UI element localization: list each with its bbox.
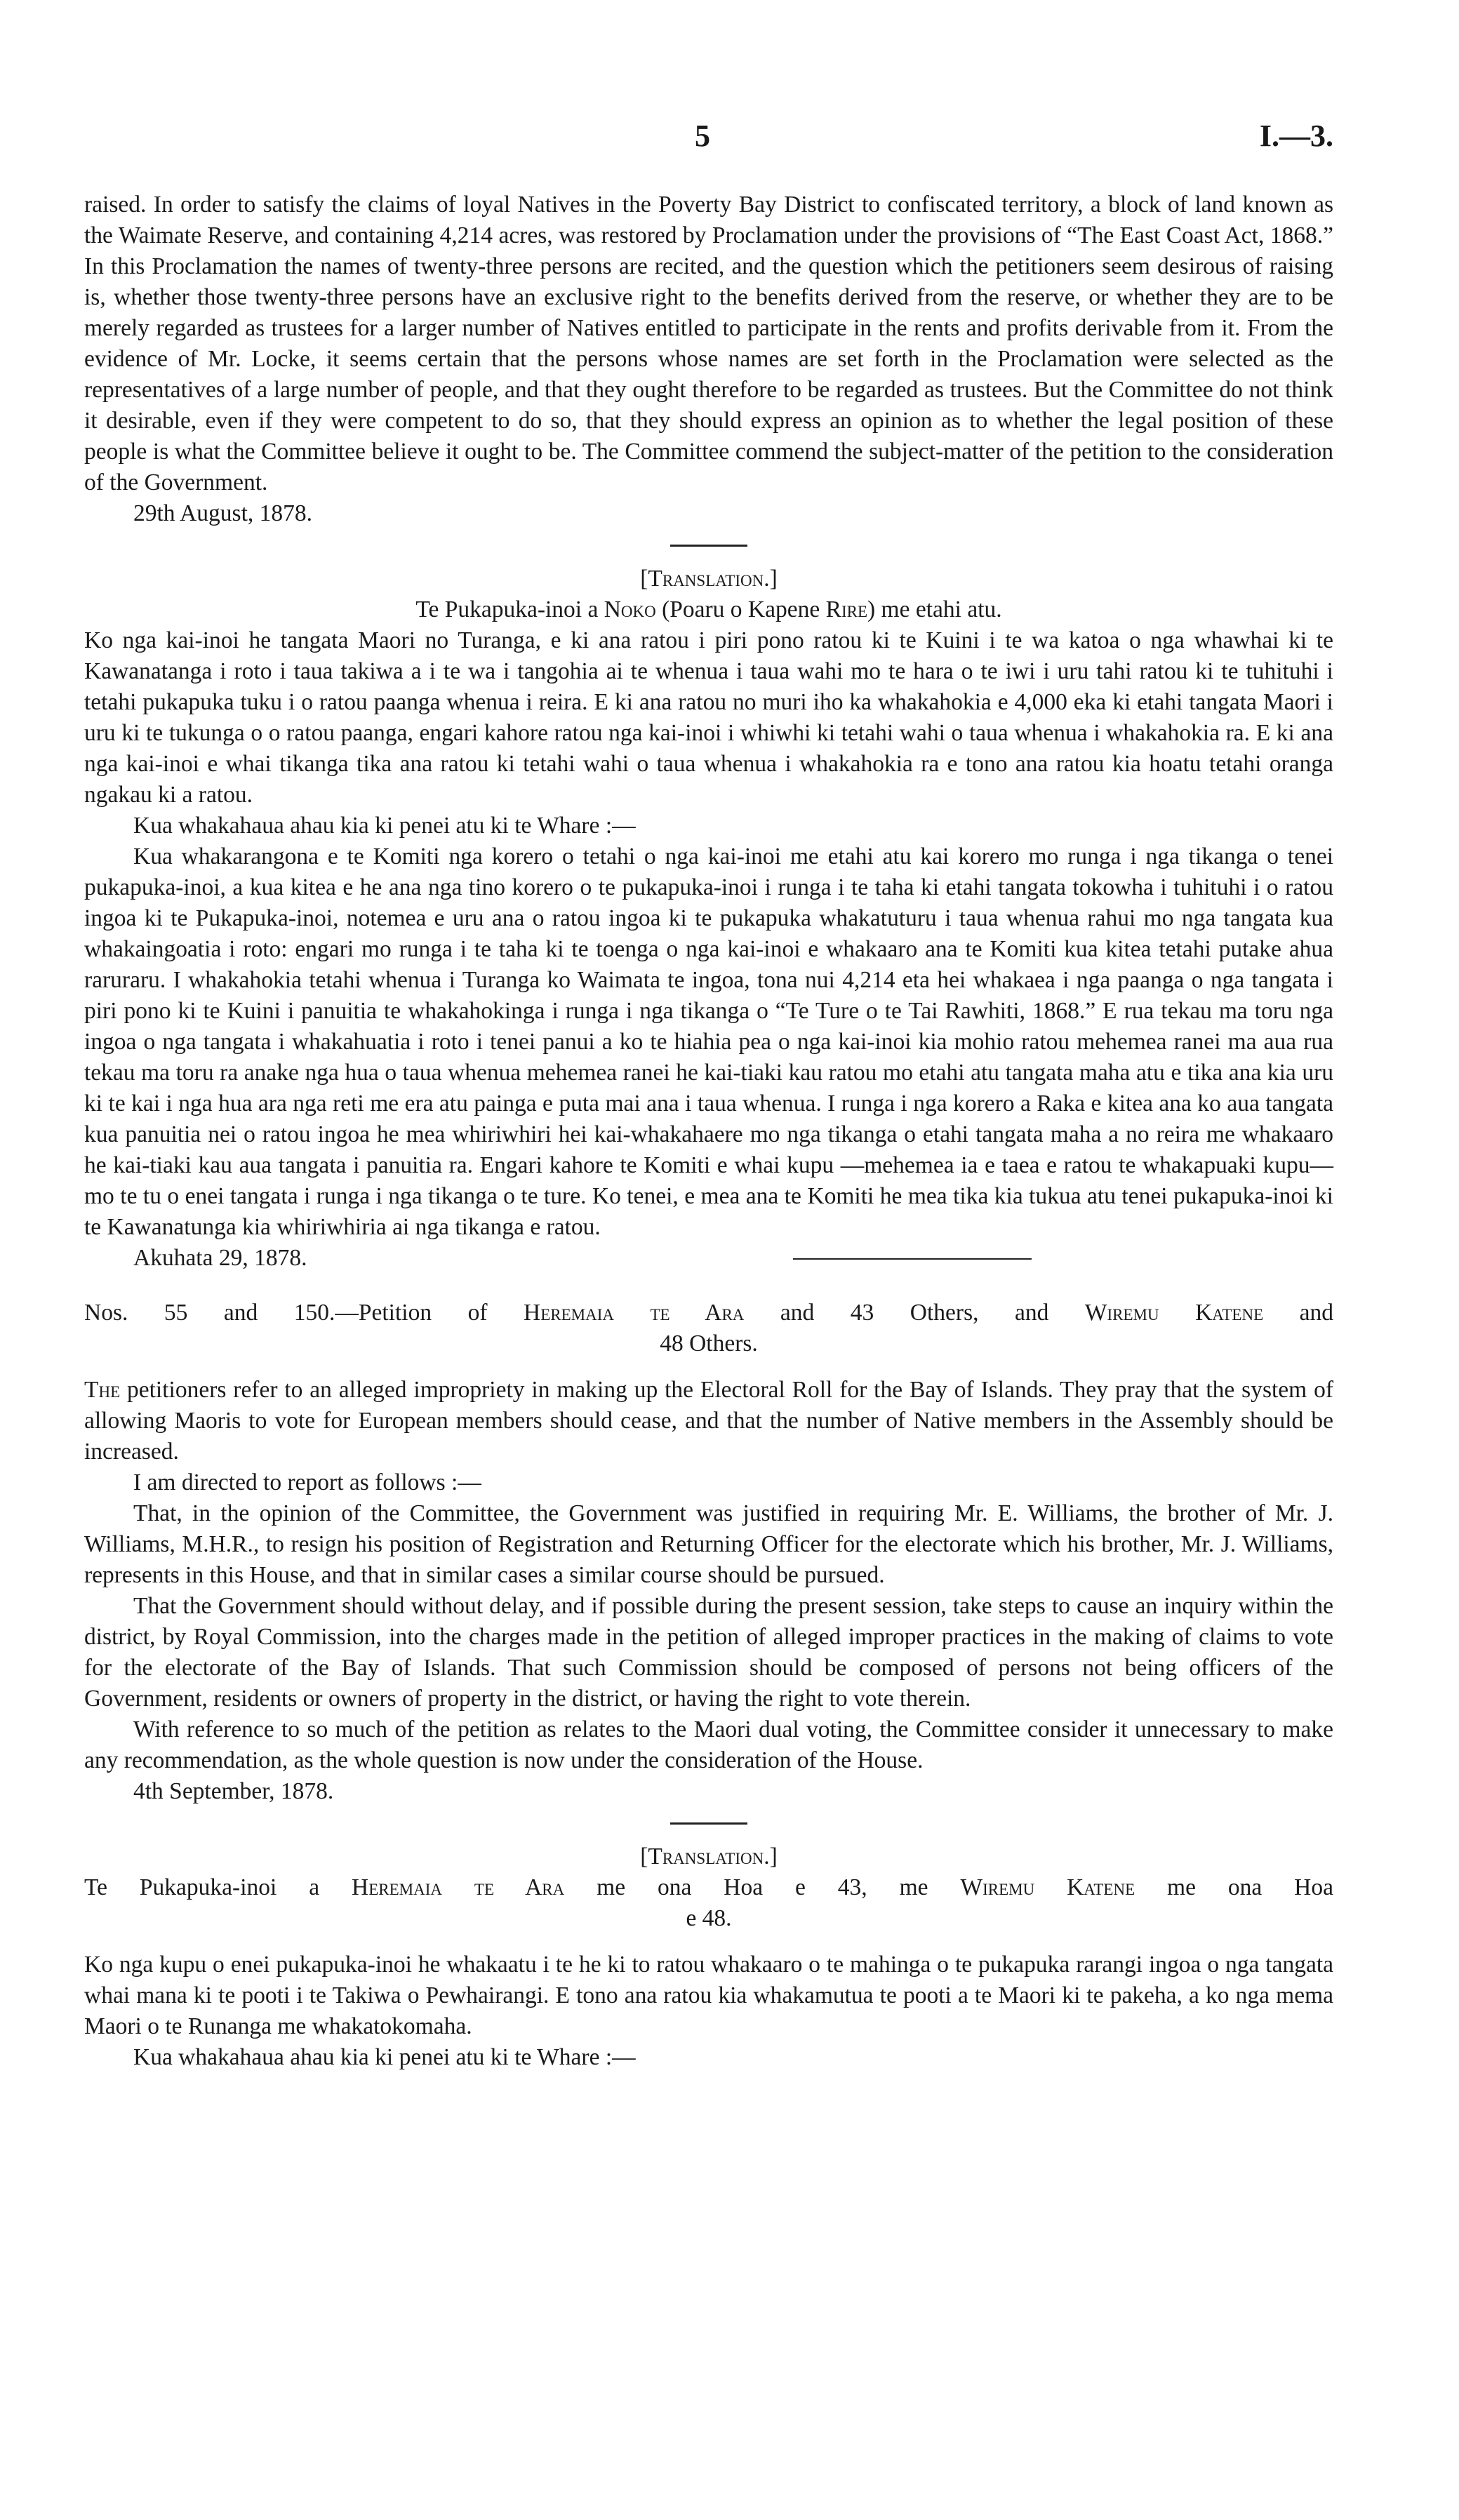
translation-paragraph: Ko nga kai-inoi he tangata Maori no Turanga, e ki ana ratou i piri pono ratou ki te Kuini i te wa katoa o nga whawhai ki te Kawanatanga i roto i taua takiwa a i te wa i tangohia ai te whenua i taua wahi mo te hara o te iwi i uru tahi ratou ki te tuhituhi i tetahi pukapuka tuku i o ratou paanga whenua i reira. E ki ana ratou no muri iho ka whakahokia e 4,000 eka ki etahi tangata Maori i uru ki te tukunga o o ratou paanga, engari kahore ratou nga kai-inoi i whiwhi ki tetahi wahi o taua whenua i whakahokia ra. E ki ana nga kai-inoi e whai tikanga tika ana ratou ki tetahi wahi o taua whenua i whakahokia ra e tono ana ratou kia hoatu tetahi oranga ngakau ki a ratou. — [84, 627, 1333, 808]
section-divider — [670, 1822, 747, 1825]
petitioner-name: Heremaia te Ara — [524, 1300, 745, 1326]
translation-paragraph: Kua whakarangona e te Komiti nga korero o tetahi o nga kai-inoi me etahi atu kai korero mo runga i nga tikanga o tenei pukapuka-inoi, a kua kitea e he ana nga tino korero o te pukapuka-inoi i runga i te taha ki etahi tangata tokowha i tuhituhi i o ratou ingoa ki te Pukapuka-inoi, notemea e uru ana o ratou ingoa ki te pukapuka whakatuturu i taua whenua rahui mo nga tangata kua whakaingoatia i roto: engari mo runga i te taha ki te toenga o nga kai-inoi e whakaaro ana te Komiti kua kitea tetahi putake ahua raruraru. I whakahokia tetahi whenua i Turanga ko Waimata te ingoa, tona nui 4,214 eta hei whakaea i nga paanga o nga tangata i piri pono ki te Kuini i panuitia te whakahokinga i runga i nga tikanga o “Te Ture o te Tai Rawhiti, 1868.” E rua tekau ma toru nga ingoa o nga tangata i whakahuatia i roto i tenei panui a ko te hiahia pea o nga kai-inoi kia mohio ratou mehemea ranei ma aua rua tekau ma toru ra anake nga hua o taua whenua mehemea ranei he kai-tiaki kau ratou mo etahi atu tangata maha atu e tika ana kia uru ki te kai i nga hua ara nga reti me era atu painga e puta mai ana i taua whenua. I runga i nga korero a Raka e kitea ana ko aua tangata kua panuitia nei o ratou ingoa he mea whiriwhiri hei kai-whakahaere mo nga tikanga o etahi tangata maha a no reira me whakaaro he kai-tiaki kau aua tangata i panuitia ra. Engari kahore te Komiti e whai kupu —mehemea ia e taea e ratou te whakapuaki kupu—mo te tu o enei tangata i runga i nga tikanga o te ture. Ko tenei, e mea ana te Komiti he mea tika kia tukua atu tenei pukapuka-inoi ki te Kawanatunga kia whiriwhiria ai nga tikanga e ratou. — [84, 844, 1333, 1240]
petition-title-part: Nos. 55 and 150.—Petition of — [84, 1300, 524, 1326]
petitioner-name: Wiremu Katene — [960, 1874, 1135, 1900]
page-header — [84, 118, 1333, 160]
petition-paragraph-text: petitioners refer to an alleged impropriety in making up the Electoral Roll for the Bay of Islands. They pray that the system of allowing Maoris to vote for European members should cease, and that the number of Native members in the Assembly should be increased. — [84, 1377, 1333, 1465]
translation-label — [84, 1841, 1333, 1872]
petitioner-name: Heremaia te Ara — [352, 1874, 565, 1900]
translation-date-line — [84, 1243, 1333, 1274]
petitioner-name: Noko — [604, 596, 656, 622]
petitioner-name: Rire — [825, 596, 868, 622]
translation-paragraph: Ko nga kupu o enei pukapuka-inoi he whakaatu i te he ki to ratou whakaaro o te mahinga o te pukapuka rarangi ingoa o nga tangata whai mana ki te pooti i te Takiwa o Pewhairangi. E tono ana ratou kia whakamutua te pooti a te Maori ki te pakeha, a ko nga mema Maori o te Runanga me whakatokomaha. — [84, 1952, 1333, 2039]
document-body — [84, 189, 1333, 2073]
translation-title-part: me ona Hoa — [1135, 1874, 1333, 1900]
petition-title-continued: 48 Others. — [660, 1331, 758, 1356]
report-date: 29th August, 1878. — [133, 500, 312, 526]
petition-paragraph — [84, 1375, 1333, 1467]
petition-paragraph: That, in the opinion of the Committee, the Government was justified in requiring Mr. E. Williams, the brother of Mr. J. Williams, M.H.R., to resign his position of Registration and Returning Officer for the electorate which his brother, Mr. J. Williams, represents in this House, and that in similar cases a similar course should be pursued. — [84, 1500, 1333, 1588]
petition-paragraph: With reference to so much of the petition as relates to the Maori dual voting, the Committee consider it unnecessary to make any recommendation, as the whole question is now under the consideration of the House. — [84, 1716, 1333, 1773]
document-reference: I.—3. — [1259, 119, 1333, 153]
petition-title-part: and — [1263, 1300, 1334, 1326]
translation-title-part: me ona Hoa e 43, me — [564, 1874, 961, 1900]
petition-title — [84, 1298, 1333, 1328]
lead-word: The — [84, 1377, 121, 1403]
section-divider — [793, 1258, 1032, 1260]
translation-paragraph: Kua whakahaua ahau kia ki penei atu ki te Whare :— — [133, 2044, 636, 2070]
page-number: 5 — [695, 119, 710, 153]
translation-label-text: [Translation.] — [640, 1844, 778, 1869]
translation-title-continued: e 48. — [686, 1905, 732, 1931]
translation-paragraph: Kua whakahaua ahau kia ki penei atu ki te Whare :— — [133, 813, 636, 839]
petition-title-part: and 43 Others, and — [744, 1300, 1085, 1326]
translation-title-part: Te Pukapuka-inoi a — [84, 1874, 352, 1900]
petition-paragraph: That the Government should without delay, and if possible during the present session, take steps to cause an inquiry within the district, by Royal Commission, into the charges made in the petition of alleged improper practices in the making of claims to vote for the electorate of the Bay of Islands. That such Commission should be composed of persons not being officers of the Government, residents or owners of property in the district, or having the right to vote therein. — [84, 1593, 1333, 1712]
translation-title-part: Te Pukapuka-inoi a — [415, 596, 604, 622]
translation-title-part: ) me etahi atu. — [867, 596, 1002, 622]
report-paragraph: raised. In order to satisfy the claims of loyal Natives in the Poverty Bay District to confiscated territory, a block of land known as the Waimate Reserve, and containing 4,214 acres, was restored by Proclamation under the provisions of “The East Coast Act, 1868.” In this Proclamation the names of twenty-three persons are recited, and the question which the petitioners seem desirous of raising is, whether those twenty-three persons have an exclusive right to the benefits derived from the reserve, or whether they are to be merely regarded as trustees for a larger number of Natives entitled to participate in the rents and profits derivable from it. From the evidence of Mr. Locke, it seems certain that the persons whose names are set forth in the Proclamation were selected as the representatives of a large number of people, and that they ought therefore to be regarded as trustees. But the Committee do not think it desirable, even if they were competent to do so, that they should express an opinion as to whether the legal position of these people is what the Committee believe it ought to be. The Committee commend the subject-matter of the petition to the consideration of the Government. — [84, 192, 1333, 495]
translation-date: Akuhata 29, 1878. — [133, 1245, 307, 1271]
petition-paragraph: I am directed to report as follows :— — [133, 1469, 481, 1495]
section-divider — [670, 545, 747, 547]
translation-title — [84, 594, 1333, 625]
translation-label — [84, 564, 1333, 594]
petitioner-name: Wiremu Katene — [1084, 1300, 1264, 1326]
translation-title-part: (Poaru o Kapene — [655, 596, 826, 622]
translation-label-text: [Translation.] — [640, 566, 778, 592]
petition-date: 4th September, 1878. — [133, 1778, 334, 1804]
translation-title — [84, 1872, 1333, 1903]
